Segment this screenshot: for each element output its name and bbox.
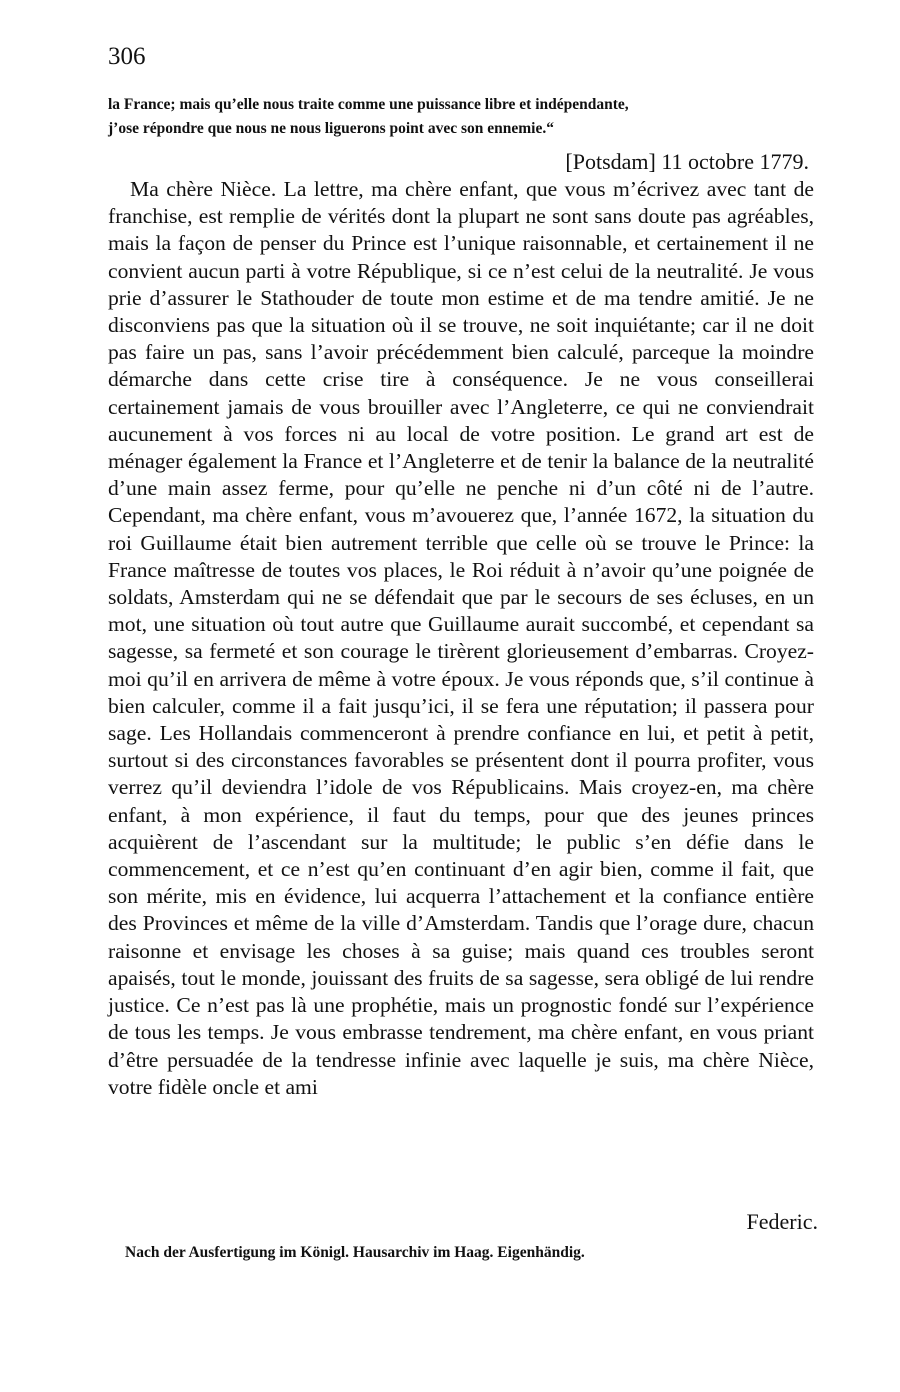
letter-signature: Federic. [746,1209,818,1234]
letter-dateline: [Potsdam] 11 octobre 1779. [565,149,809,174]
letter-body: Ma chère Nièce. La lettre, ma chère enfant, que vous m’écrivez avec tant de franchise, est remplie de vérités dont la plupart ne sont sans doute pas agréables, mais la façon de penser du Prince est l’unique raisonnable, et certainement il ne convient aucun parti à votre République, si ce n’est celui de la neutralité. Je vous prie d’assurer le Stathouder de toute mon estime et de ma tendre amitié. Je ne disconviens pas que la situation où il se trouve, ne soit inquiétante; car il ne doit pas faire un pas, sans l’avoir précédemment bien calculé, parceque la moindre démarche dans cette crise tire à conséquence. Je ne vous conseillerai certainement jamais de vous brouiller avec l’Angleterre, ce qui ne conviendrait aucunement à vos forces ni au local de votre position. Le grand art est de ménager également la France et l’Angleterre et de tenir la balance de la neutralité d’une main assez ferme, pour qu’elle ne penche ni d’un côté ni de l’autre. Cependant, ma chère enfant, vous m’avouerez que, l’année 1672, la situation du roi Guillaume était bien autrement terrible que celle où se trouve le Prince: la France maîtresse de toutes vos places, le Roi réduit à n’avoir qu’une poignée de soldats, Amsterdam qui ne se défendait que par le secours de ses écluses, en un mot, une situation où tout autre que Guillaume aurait succombé, et cependant sa sagesse, sa fermeté et son courage le tirèrent glorieusement d’embarras. Croyez-moi qu’il en arrivera de même à votre époux. Je vous réponds que, s’il continue à bien calculer, comme il a fait jusqu’ici, il se fera une réputation; il passera pour sage. Les Hollandais commenceront à prendre confiance en lui, et petit à petit, surtout si des circonstances favorables se présentent dont il pourra profiter, vous verrez qu’il deviendra l’idole de vos Républicains. Mais croyez-en, ma chère enfant, à mon expérience, il faut du temps, pour que des jeunes princes acquièrent de l’ascendant sur la multitude; le public s’en défie dans le commencement, et ce n’est qu’en continuant d’en agir bien, comme il fait, que son mérite, mis en évidence, lui acquerra l’attachement et la confiance entière des Provinces et même de la ville d’Amsterdam. Tandis que l’orage dure, chacun raisonne et envisage les choses à sa guise; mais quand ces troubles seront apaisés, tout le monde, jouissant des fruits de sa sagesse, sera obligé de lui rendre justice. Ce n’est pas là une prophétie, mais un prognostic fondé sur l’expérience de tous les temps. Je vous embrasse tendrement, ma chère enfant, en vous priant d’être persuadée de la tendresse infinie avec laquelle je suis, ma chère Nièce, votre fidèle oncle et ami [108,177,814,1099]
source-note: Nach der Ausfertigung im Königl. Hausarchiv im Haag. Eigenhändig. [125,1244,585,1261]
page-number: 306 [108,43,146,70]
quoted-passage [108,93,813,141]
quote-line: j’ose répondre que nous ne nous liguerons point avec son ennemie.“ [108,120,554,137]
quote-line: la France; mais qu’elle nous traite comme une puissance libre et indépendante, [108,96,629,113]
